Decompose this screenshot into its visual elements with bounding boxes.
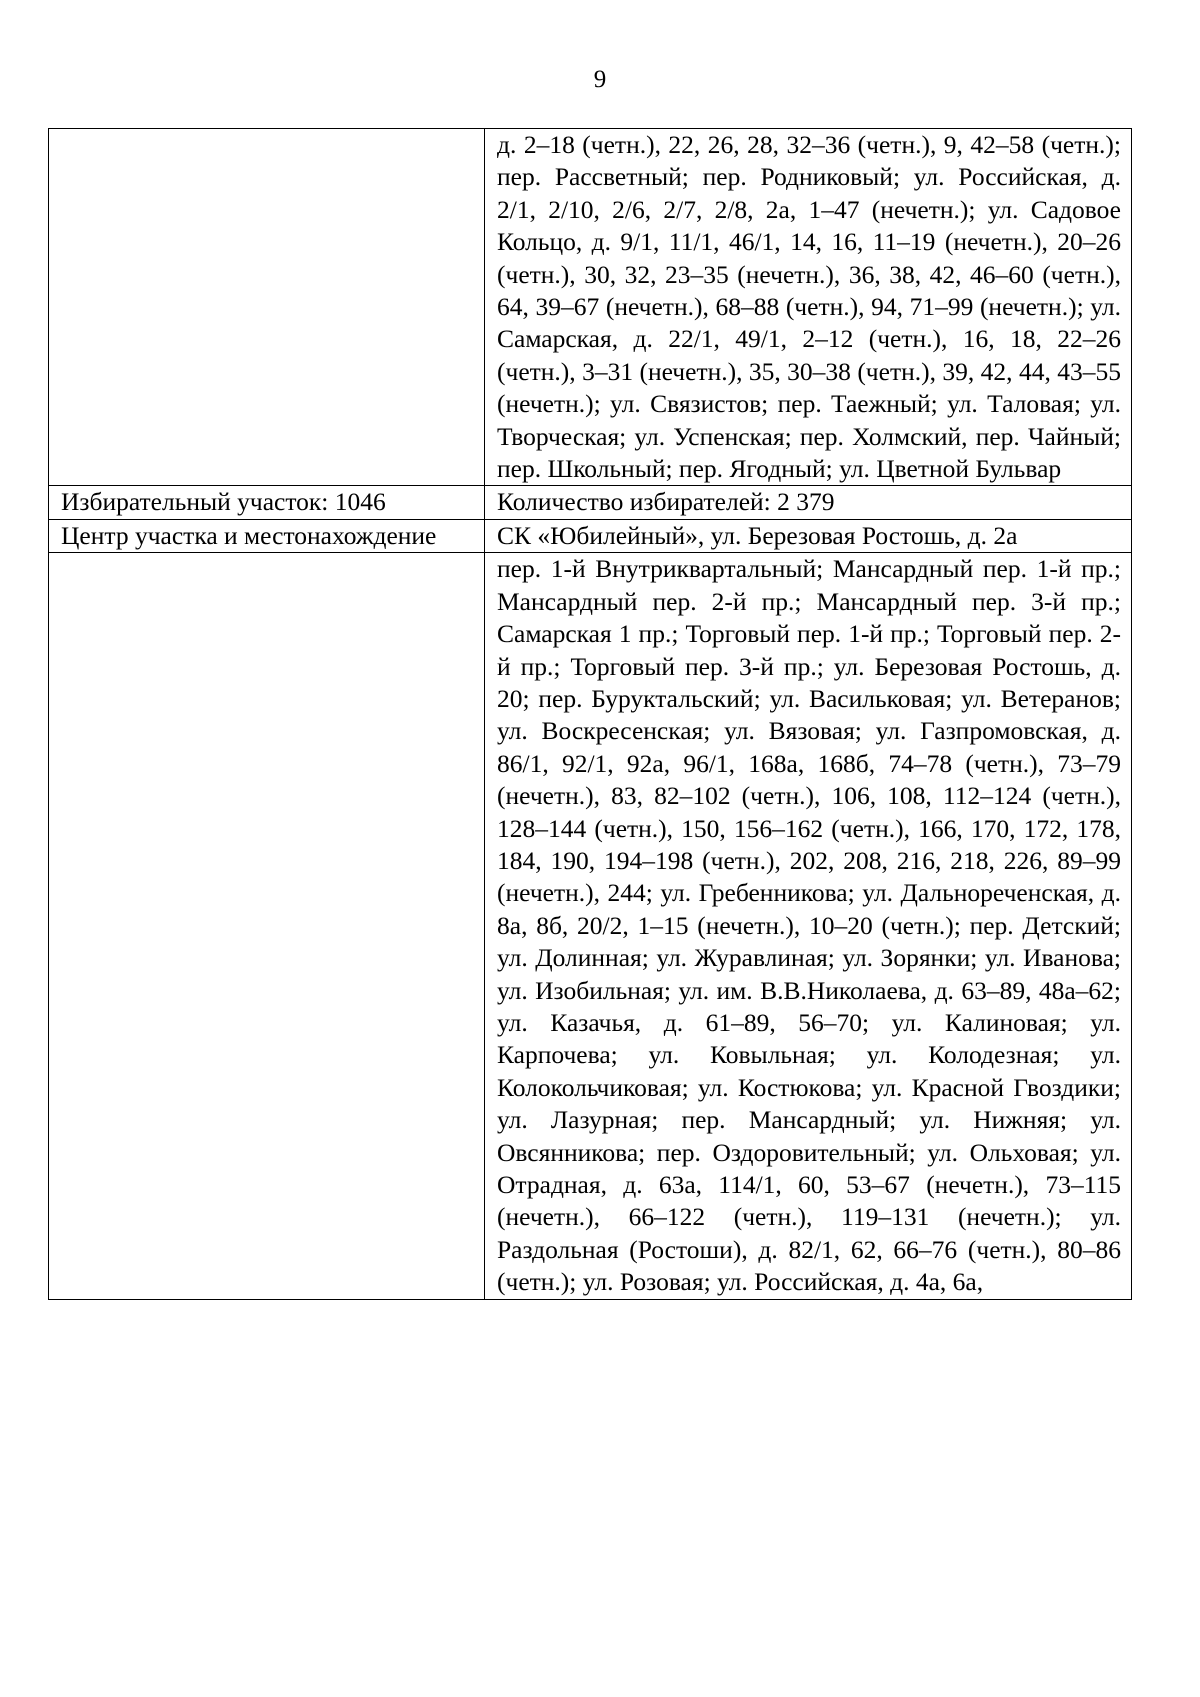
precinct-location: СК «Юбилейный», ул. Березовая Ростошь, д. 2а — [485, 519, 1132, 552]
page-number: 9 — [593, 66, 607, 93]
table-row — [49, 486, 1132, 519]
table-row — [49, 553, 1132, 1299]
left-cell-empty — [49, 129, 485, 486]
address-list: пер. 1-й Внутриквартальный; Мансардный пер. 1-й пр.; Мансардный пер. 2-й пр.; Мансардный пер. 3-й пр.; Самарская 1 пр.; Торговый пер. 1-й пр.; Торговый пер. 2-й пр.; Торговый пер. 3-й пр.; ул. Березовая Ростошь, д. 20; пер. Буруктальский; ул. Васильковая; ул. Ветеранов; ул. Воскресенская; ул. Вязовая; ул. Газпромовская, д. 86/1, 92/1, 92а, 96/1, 168а, 168б, 74–78 (четн.), 73–79 (нечетн.), 83, 82–102 (четн.), 106, 108, 112–124 (четн.), 128–144 (четн.), 150, 156–162 (четн.), 166, 170, 172, 178, 184, 190, 194–198 (четн.), 202, 208, 216, 218, 226, 89–99 (нечетн.), 244; ул. Гребенникова; ул. Дальнореченская, д. 8а, 8б, 20/2, 1–15 (нечетн.), 10–20 (четн.); пер. Детский; ул. Долинная; ул. Журавлиная; ул. Зорянки; ул. Иванова; ул. Изобильная; ул. им. В.В.Николаева, д. 63–89, 48а–62; ул. Казачья, д. 61–89, 56–70; ул. Калиновая; ул. Карпочева; ул. Ковыльная; ул. Колодезная; ул. Колокольчиковая; ул. Костюкова; ул. Красной Гвоздики; ул. Лазурная; пер. Мансардный; ул. Нижняя; ул. Овсянникова; пер. Оздоровительный; ул. Ольховая; ул. Отрадная, д. 63а, 114/1, 60, 53–67 (нечетн.), 73–115 (нечетн.), 66–122 (четн.), 119–131 (нечетн.); ул. Раздольная (Ростоши), д. 82/1, 62, 66–76 (четн.), 80–86 (четн.); ул. Розовая; ул. Российская, д. 4а, 6а, — [485, 553, 1132, 1299]
table-row — [49, 129, 1132, 486]
voter-count: Количество избирателей: 2 379 — [485, 486, 1132, 519]
left-cell-empty — [49, 553, 485, 1299]
address-list-continuation: д. 2–18 (четн.), 22, 26, 28, 32–36 (четн.), 9, 42–58 (четн.); пер. Рассветный; пер. Родниковый; ул. Российская, д. 2/1, 2/10, 2/6, 2/7, 2/8, 2а, 1–47 (нечетн.); ул. Садовое Кольцо, д. 9/1, 11/1, 46/1, 14, 16, 11–19 (нечетн.), 20–26 (четн.), 30, 32, 23–35 (нечетн.), 36, 38, 42, 46–60 (четн.), 64, 39–67 (нечетн.), 68–88 (четн.), 94, 71–99 (нечетн.); ул. Самарская, д. 22/1, 49/1, 2–12 (четн.), 16, 18, 22–26 (четн.), 3–31 (нечетн.), 35, 30–38 (четн.), 39, 42, 44, 43–55 (нечетн.); ул. Связистов; пер. Таежный; ул. Таловая; ул. Творческая; ул. Успенская; пер. Холмский, пер. Чайный; пер. Школьный; пер. Ягодный; ул. Цветной Бульвар — [485, 129, 1132, 486]
precinct-address-table — [48, 128, 1132, 1300]
table-row — [49, 519, 1132, 552]
precinct-number-label: Избирательный участок: 1046 — [49, 486, 485, 519]
precinct-center-label: Центр участка и местонахождение — [49, 519, 485, 552]
